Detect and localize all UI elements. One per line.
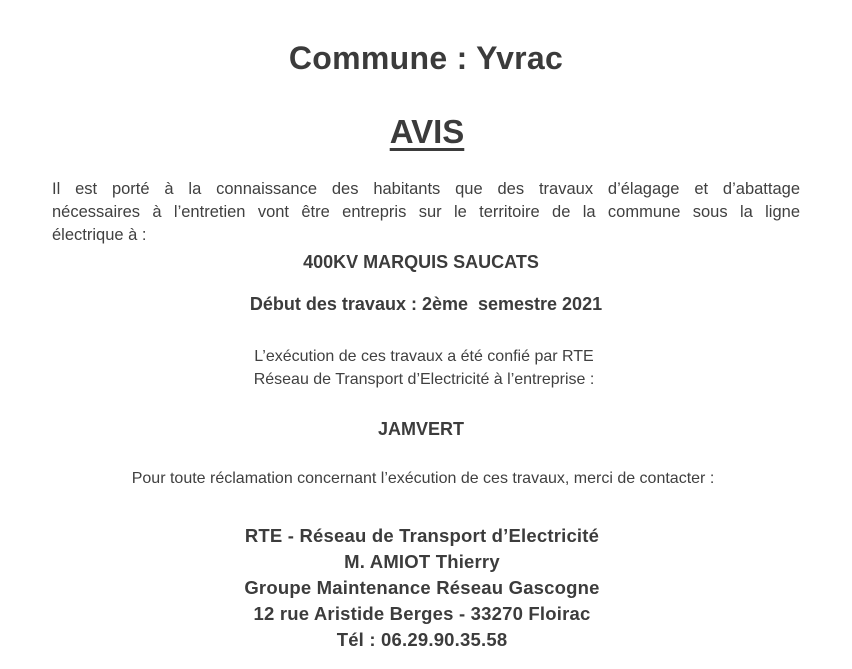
execution-line: Réseau de Transport d’Electricité à l’entreprise :: [253, 371, 595, 388]
contact-person: M. AMIOT Thierry: [344, 551, 500, 572]
notice-heading: AVIS: [389, 113, 465, 150]
power-line-name: 400KV MARQUIS SAUCATS: [303, 252, 539, 272]
intro-paragraph: [52, 178, 800, 247]
execution-paragraph: [0, 345, 850, 391]
reclamation-text: Pour toute réclamation concernant l’exécution de ces travaux, merci de contacter :: [131, 470, 715, 487]
contact-phone: Tél : 06.29.90.35.58: [336, 629, 508, 650]
intro-line: nécessaires à l’entretien vont être entrepris sur le territoire de la commune sous la ligne: [52, 203, 800, 221]
contact-block: [0, 523, 848, 653]
execution-line: L’exécution de ces travaux a été confié par RTE: [254, 348, 594, 365]
contact-organization: RTE - Réseau de Transport d’Electricité: [244, 525, 600, 546]
start-of-work: Début des travaux : 2ème semestre 2021: [249, 294, 603, 314]
commune-title: Commune : Yvrac: [288, 40, 564, 76]
intro-line: Il est porté à la connaissance des habitants que des travaux d’élagage et d’abattage: [52, 180, 800, 198]
company-name: JAMVERT: [377, 419, 464, 439]
contact-group: Groupe Maintenance Réseau Gascogne: [244, 577, 600, 598]
contact-address: 12 rue Aristide Berges - 33270 Floirac: [253, 603, 591, 624]
intro-line: électrique à :: [52, 226, 147, 244]
